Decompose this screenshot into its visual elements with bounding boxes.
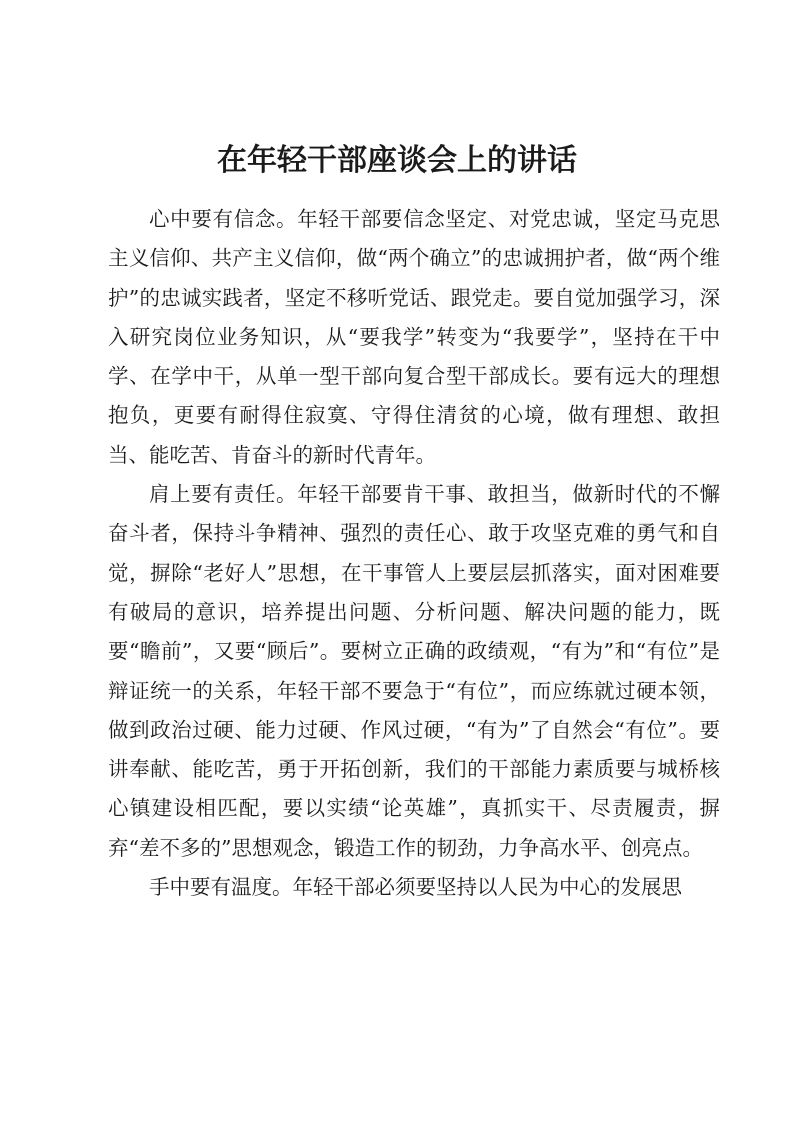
- document-body: [108, 200, 720, 907]
- document-title: 在年轻干部座谈会上的讲话: [217, 143, 577, 178]
- paragraph-responsibility: 肩上要有责任。年轻干部要肯干事、敢担当，做新时代的不懈奋斗者，保持斗争精神、强烈的责任心、敢于攻坚克难的勇气和自觉，摒除“老好人”思想，在干事管人上要层层抓落实，面对困难要有破局的意识，培养提出问题、分析问题、解决问题的能力，既要“瞻前”，又要“顾后”。要树立正确的政绩观，“有为”和“有位”是辩证统一的关系，年轻干部不要急于“有位”，而应练就过硬本领，做到政治过硬、能力过硬、作风过硬，“有为”了自然会“有位”。要讲奉献、能吃苦，勇于开拓创新，我们的干部能力素质要与城桥核心镇建设相匹配，要以实绩“论英雄”，真抓实干、尽责履责，摒弃“差不多的”思想观念，锻造工作的韧劲，力争高水平、创亮点。: [108, 482, 720, 860]
- paragraph-warmth: 手中要有温度。年轻干部必须要坚持以人民为中心的发展思: [149, 875, 682, 900]
- paragraph-belief: 心中要有信念。年轻干部要信念坚定、对党忠诚，坚定马克思主义信仰、共产主义信仰，做“两个确立”的忠诚拥护者，做“两个维护”的忠诚实践者，坚定不移听党话、跟党走。要自觉加强学习，深入研究岗位业务知识，从“要我学”转变为“我要学”，坚持在干中学、在学中干，从单一型干部向复合型干部成长。要有远大的理想抱负，更要有耐得住寂寞、守得住清贫的心境，做有理想、敢担当、能吃苦、肯奋斗的新时代青年。: [108, 207, 720, 467]
